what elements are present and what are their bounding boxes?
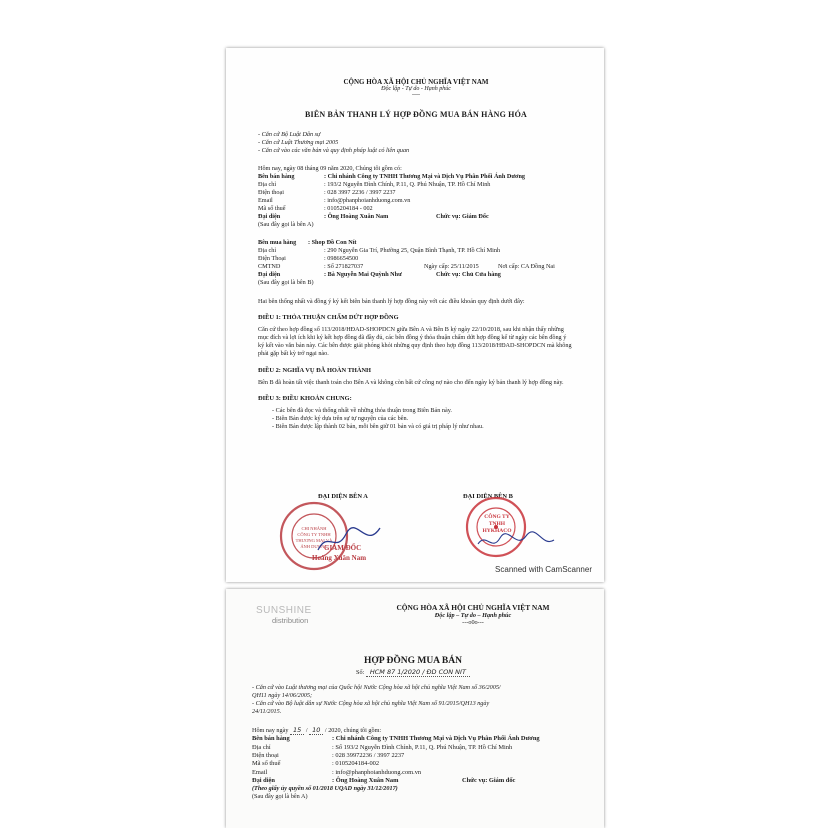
legal-basis: - Căn cứ Luật Thương mại 2005: [258, 139, 339, 147]
field-value: : 028 3997 2236 / 3997 2237: [324, 189, 396, 197]
id-date: Ngày cấp: 25/11/2015: [424, 263, 479, 271]
seller-label: Bên bán hàng: [258, 173, 295, 181]
seller-field: [258, 181, 574, 189]
field-value: : Số 271827037: [324, 263, 364, 271]
party-alias: (Sau đây gọi là bên B): [258, 279, 314, 287]
seller-representative: [252, 777, 574, 785]
field-value: : Ông Hoàng Xuân Nam: [332, 776, 399, 784]
number-value: HCM 87 1/2020 / ĐD CON NIT: [366, 668, 470, 677]
national-title: CỘNG HÒA XÃ HỘI CHỦ NGHĨA VIỆT NAM: [396, 603, 550, 612]
signature-label-a: ĐẠI DIỆN BÊN A: [318, 493, 368, 500]
date-suffix: / 2020, chúng tôi gồm:: [324, 727, 382, 735]
buyer-id-row: [258, 263, 574, 271]
motto-divider: ---o0o---: [462, 619, 484, 626]
field-value: : info@phanphoianhduong.com.vn: [324, 197, 411, 205]
contract-number: [252, 668, 574, 676]
national-title: CỘNG HÒA XÃ HỘI CHỦ NGHĨA VIỆT NAM: [343, 78, 489, 86]
document-title: BIÊN BẢN THANH LÝ HỢP ĐỒNG MUA BÁN HÀNG HÓA: [304, 110, 528, 119]
position: Chức vụ: Giám đốc: [462, 776, 516, 784]
legal-bases: [258, 131, 574, 155]
document-title: HỢP ĐỒNG MUA BÁN: [364, 656, 462, 666]
motto-divider: ----: [412, 92, 420, 98]
article-3-item: - Biên Bản được ký dựa trên sự tự nguyện của các bên.: [272, 414, 409, 422]
signature-b: [476, 526, 556, 556]
sales-contract-page: [226, 589, 604, 828]
seller-field: [252, 752, 574, 760]
svg-text:CÔNG TY TNHH: CÔNG TY TNHH: [297, 532, 331, 537]
legal-basis: - Căn cứ Bộ Luật Dân sự: [258, 131, 321, 138]
field-value: : 193/2 Nguyễn Đình Chính, P.11, Q. Phú Nhuận, TP. Hồ Chí Minh: [324, 181, 491, 189]
article-3-item: - Các bên đã đọc và thống nhất về những thỏa thuận trong Biên Bản này.: [272, 406, 452, 414]
seller-label: Bên bán hàng: [252, 735, 290, 743]
field-label: Điện Thoại: [258, 255, 286, 263]
seller-field: [252, 769, 574, 777]
number-label: Số:: [356, 669, 365, 676]
camscanner-watermark: Scanned with CamScanner: [495, 565, 592, 574]
seller-name: : Chi nhánh Công ty TNHH Thương Mại và Dịch Vụ Phân Phối Ánh Dương: [324, 173, 525, 181]
party-alias: (Sau đây gọi là bên A): [252, 793, 308, 801]
buyer-field: [258, 255, 574, 263]
article-1-title: ĐIỀU 1: THỎA THUẬN CHẤM DỨT HỢP ĐỒNG: [258, 313, 399, 321]
field-label: Mã số thuế: [252, 760, 281, 768]
field-label: Email: [258, 197, 273, 205]
field-label: Đại diện: [258, 213, 281, 221]
id-place: Nơi cấp: CA Đồng Nai: [498, 263, 555, 271]
logo-main: SUNSHINE: [256, 605, 312, 616]
seller-field: [258, 205, 574, 213]
field-label: Địa chỉ: [258, 247, 277, 255]
seller-name: : Chi nhánh Công ty TNHH Thương Mại và Dịch Vụ Phân Phối Ánh Dương: [332, 735, 540, 743]
field-label: CMTND: [258, 263, 281, 271]
article-3-title: ĐIỀU 3: ĐIỀU KHOẢN CHUNG:: [258, 394, 352, 402]
legal-basis: 24/11/2015.: [252, 708, 282, 716]
field-label: Đại diện: [252, 776, 275, 784]
legal-basis: - Căn cứ vào Bộ luật dân sự Nước Cộng hòa xã hội chủ nghĩa Việt Nam số 91/2015/QH13 ngày: [252, 700, 490, 708]
buyer-field: [258, 247, 574, 255]
field-label: Email: [252, 768, 268, 776]
termination-minutes-page: [226, 48, 604, 582]
logo-sub: distribution: [272, 616, 309, 625]
svg-text:THƯƠNG MẠI VÀ: THƯƠNG MẠI VÀ: [295, 538, 333, 543]
seller-representative: [258, 213, 574, 221]
article-2-title: ĐIỀU 2: NGHĨA VỤ ĐÃ HOÀN THÀNH: [258, 366, 372, 374]
buyer-name: : Shop Đồ Con Nít: [308, 239, 357, 247]
date-month: 10: [309, 726, 323, 735]
motto: Độc lập – Tự do – Hạnh phúc: [434, 612, 512, 619]
motto: Độc lập - Tự do - Hạnh phúc: [381, 86, 451, 92]
signature-label-b: ĐẠI DIỆN BÊN B: [463, 493, 513, 500]
field-value: : Ông Hoàng Xuân Nam: [324, 213, 389, 221]
buyer-label: Bên mua hàng: [258, 239, 297, 247]
svg-text:ÁNH DƯƠNG: ÁNH DƯƠNG: [300, 544, 328, 549]
field-value: : Số 193/2 Nguyễn Đình Chính, P.11, Q. Phú Nhuận, TP. Hồ Chí Minh: [332, 743, 513, 751]
field-value: : 0986654500: [324, 255, 359, 263]
legal-basis: - Căn cứ vào các văn bản và quy định pháp luật có liên quan: [258, 147, 410, 155]
sunshine-logo: [256, 605, 312, 625]
legal-basis: QH11 ngày 14/06/2005;: [252, 692, 313, 700]
signature-name-a: Hoàng Xuân Nam: [312, 554, 367, 562]
field-value: : 290 Nguyễn Gia Trí, Phường 25, Quận Bình Thạnh, TP. Hồ Chí Minh: [324, 247, 501, 255]
article-2-text: Bên B đã hoàn tất việc thanh toán cho Bên A và không còn bất cứ công nợ nào cho đến ngày ký bản thanh lý hợp đồng này.: [258, 378, 564, 386]
seller-row: [252, 735, 574, 743]
seller-field: [252, 744, 574, 752]
authority-note: (Theo giấy ủy quyền số 01/2018 UQAD ngày 31/12/2017): [252, 785, 398, 793]
agreement-text: Hai bên thống nhất và đồng ý ký kết biên bản thanh lý hợp đồng này với các điều khoản quy định dưới đây:: [258, 297, 525, 305]
field-value: : 0105204184 - 002: [324, 205, 373, 213]
party-alias: (Sau đây gọi là bên A): [258, 221, 314, 229]
field-label: Điện thoại: [258, 189, 284, 197]
legal-basis: - Căn cứ vào Luật thương mại của Quốc hội Nước Cộng hòa xã hội chủ nghĩa Việt Nam số 36/2005/: [252, 684, 501, 691]
buyer-representative: [258, 271, 574, 279]
field-label: Đại diện: [258, 271, 281, 279]
field-value: : 0105204184-002: [332, 760, 380, 768]
field-value: : 028 39972236 / 3997 2237: [332, 752, 405, 760]
field-label: Mã số thuế: [258, 205, 286, 213]
seller-field: [258, 189, 574, 197]
field-label: Địa chỉ: [258, 181, 277, 189]
field-value: : Bà Nguyễn Mai Quỳnh Như: [324, 271, 402, 279]
seal-b-text: CÔNG TY TNHH HYKHACO: [482, 514, 512, 534]
article-3-item: - Biên Bản được lập thành 02 bản, mỗi bên giữ 01 bản và có giá trị pháp lý như nhau.: [272, 422, 484, 430]
position: Chức vụ: Chủ Cửa hàng: [436, 271, 501, 279]
date-day: 15: [290, 726, 304, 735]
seller-field: [258, 197, 574, 205]
field-label: Địa chỉ: [252, 743, 271, 751]
buyer-row: [258, 239, 574, 247]
seller-row: [258, 173, 574, 181]
date-prefix: Hôm nay ngày: [252, 727, 289, 735]
field-label: Điện thoại: [252, 752, 279, 760]
field-value: : info@phanphoianhduong.com.vn: [332, 768, 422, 776]
article-1-text: Căn cứ theo hợp đồng số 113/2018/HĐAD-SHOPDCN giữa Bên A và Bên B ký ngày 22/10/2018, sau khi nhận thấy những mục đích và lợi ích khi ký kết hợp đồng đã đầy đủ, các bên đồng ý thỏa thuận chấm dứt hợp đồng kể từ ngày các bên đồng ý ký kết vào văn bản này. Các bên được giải phóng khỏi những quy định theo hợp đồng 113/2018/HĐAD-SHOPDCN mà không phải gặp bất kỳ trở ngại nào.: [258, 325, 572, 358]
legal-bases: [252, 684, 574, 716]
position: Chức vụ: Giám Đốc: [436, 213, 489, 221]
seller-field: [252, 760, 574, 768]
date-line: Hôm nay ngày 15 / 10 / 2020, chúng tôi gồm:: [252, 726, 382, 735]
signature-title-a: GIÁM ĐỐC: [324, 544, 362, 552]
date-line: Hôm nay, ngày 08 tháng 09 năm 2020, Chúng tôi gồm có:: [258, 165, 402, 173]
svg-text:CHI NHÁNH: CHI NHÁNH: [301, 526, 327, 531]
